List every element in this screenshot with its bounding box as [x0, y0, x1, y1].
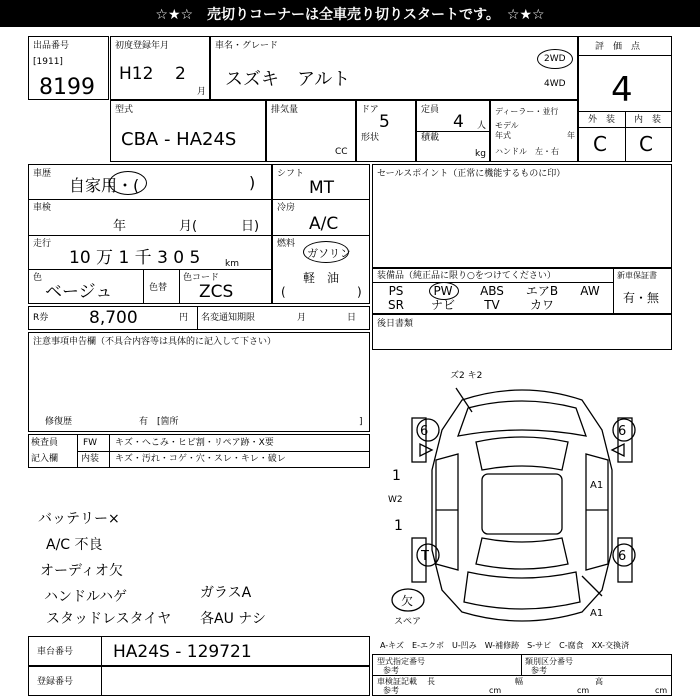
equip-aw: AW — [580, 284, 600, 298]
history-value: 自家用・( — [69, 176, 140, 195]
category-label: 類別区分番号 — [525, 657, 573, 666]
inspection-day: 日) — [241, 219, 260, 234]
cooling-value: A/C — [309, 214, 339, 234]
doors-label: ドア — [361, 105, 379, 115]
diagram-mark-6-fr: 6 — [618, 424, 627, 439]
recycle-unit: 円 — [179, 313, 189, 323]
fuel-value: ガソリン — [307, 247, 351, 260]
diagram-mark-left2: W2 — [388, 495, 403, 505]
dealer-line4: ハンドル 左・右 — [495, 147, 559, 156]
equip-sr: SR — [388, 298, 404, 312]
equip-navi: ナビ — [430, 298, 455, 312]
cooling-label: 冷房 — [277, 203, 296, 213]
color-value: ベージュ — [45, 282, 113, 302]
equip-tv: TV — [484, 298, 500, 312]
remark-4: ハンドルハゲ — [44, 589, 128, 605]
type-designation-ref: 参考 — [383, 666, 399, 675]
history-close: ) — [249, 173, 256, 192]
inspector-label2: 記入欄 — [31, 454, 59, 464]
shift-value: MT — [309, 178, 335, 198]
score-box — [578, 36, 672, 162]
equip-pw: PW — [433, 284, 453, 298]
registration-box — [28, 666, 370, 696]
diagram-mark-a1b: A1 — [590, 608, 604, 619]
history-block — [28, 164, 272, 304]
color-code-label: 色コード — [183, 273, 220, 283]
first-reg-label: 初度登録年月 — [115, 41, 170, 51]
capacity-box — [416, 100, 490, 162]
shape-label: 形状 — [361, 133, 380, 143]
diagram-mark-t: T — [421, 549, 429, 564]
sales-point-box — [372, 164, 672, 268]
color-label: 色 — [33, 273, 43, 283]
shift-block — [272, 164, 370, 304]
equip-abs: ABS — [480, 284, 504, 298]
drive-2wd: 2WD — [544, 54, 566, 64]
registration-label: 登録番号 — [37, 677, 74, 687]
mileage-label: 走行 — [33, 239, 52, 249]
equip-ps: PS — [388, 284, 404, 298]
capacity-unit: 人 — [477, 121, 487, 131]
model-value: CBA - HA24S — [121, 129, 237, 150]
dealer-line1: ディーラー・並行 — [495, 107, 559, 116]
load-unit: kg — [475, 149, 486, 159]
first-reg-month: 2 — [175, 64, 186, 84]
length-unit: cm — [489, 686, 502, 695]
car-diagram — [372, 350, 672, 635]
banner: ☆★☆ 売切りコーナーは全車売り切りスタートです。 ☆★☆ — [0, 0, 700, 27]
first-reg-box — [110, 36, 210, 100]
repair-close: ] — [359, 417, 363, 427]
score-value: 4 — [611, 70, 633, 110]
repair-label: 修復歴 — [45, 417, 73, 427]
new-car-value: 有・無 — [623, 291, 660, 305]
model-box — [110, 100, 266, 162]
model-label: 型式 — [115, 105, 134, 115]
car-name-value: スズキ アルト — [225, 69, 351, 90]
diagram-mark-top: ズ2 キ2 — [450, 371, 483, 381]
notes-label: 注意事項申告欄（不具合内容等は具体的に記入して下さい） — [33, 337, 277, 347]
cert-label: 車検証記載 — [377, 677, 417, 686]
diagram-mark-spare: 欠 — [401, 594, 414, 608]
fuel-label: 燃料 — [277, 239, 296, 249]
chassis-value: HA24S - 129721 — [113, 642, 252, 662]
load-label: 積載 — [421, 133, 440, 143]
displacement-unit: CC — [335, 147, 348, 157]
bottom-right-box — [372, 654, 672, 696]
mileage-value: 10 万 1 千 3 0 5 — [69, 248, 201, 268]
car-name-box — [210, 36, 578, 100]
inspection-month: 月( — [179, 219, 198, 234]
new-car-label: 新車保証書 — [617, 271, 657, 280]
remark-1: バッテリー× — [38, 511, 120, 527]
remark-3: オーディオ欠 — [40, 563, 123, 579]
mileage-unit: km — [225, 259, 239, 269]
equip-airbag: エアB — [525, 284, 559, 298]
remark-5: スタッドレスタイヤ — [46, 611, 172, 627]
equipment-box — [372, 268, 672, 314]
category-ref: 参考 — [531, 666, 547, 675]
first-reg-year: H12 — [119, 64, 154, 84]
width-unit: cm — [577, 686, 590, 695]
meikyou-month: 月 — [297, 313, 307, 323]
dealer-line3-unit: 年 — [567, 131, 575, 140]
ext-label: 外 装 — [588, 115, 616, 125]
doors-value: 5 — [379, 112, 390, 132]
diagram-mark-left1: 1 — [392, 468, 401, 484]
fuel-alt: 軽 油 — [303, 271, 340, 285]
diagram-mark-6-rr: 6 — [618, 549, 627, 564]
remark-right-2: 各AU ナシ — [200, 611, 266, 627]
lot-bracket: [1911] — [33, 57, 63, 67]
fuel-paren-close: ) — [357, 285, 362, 299]
remark-2: A/C 不良 — [46, 537, 103, 553]
ext-score: C — [593, 132, 607, 156]
inspection-year: 年 — [113, 219, 127, 234]
remark-right-1: ガラスA — [200, 585, 252, 601]
equipment-label: 装備品（純正品に限り○をつけてください） — [377, 271, 556, 281]
length-label: 長 — [427, 677, 435, 686]
displacement-label: 排気量 — [271, 105, 299, 115]
fuel-paren-open: ( — [281, 285, 286, 299]
doors-box — [356, 100, 416, 162]
car-name-label: 車名・グレード — [215, 41, 279, 51]
sales-point-label: セールスポイント（正常に機能するものに印） — [377, 169, 566, 179]
chassis-box — [28, 636, 370, 666]
capacity-value: 4 — [453, 112, 464, 132]
recycle-box — [28, 306, 370, 330]
equip-leather: カワ — [529, 298, 554, 312]
inspector-label1: 検査員 — [31, 438, 59, 448]
shift-label: シフト — [277, 169, 305, 179]
type-designation-label: 型式指定番号 — [377, 657, 425, 666]
repair-value: 有 [箇所 — [139, 417, 179, 427]
recycle-value: 8,700 — [89, 308, 138, 328]
first-reg-month-unit: 月 — [197, 87, 207, 97]
lot-label: 出品番号 — [33, 41, 70, 51]
lot-number-box — [28, 36, 109, 100]
damage-legend: A-キズ E-エクボ U-凹み W-補修跡 S-サビ C-腐食 XX-交換済 — [380, 641, 630, 650]
chassis-label: 車台番号 — [37, 647, 74, 657]
diagram-mark-left3: 1 — [394, 518, 403, 534]
displacement-box — [266, 100, 356, 162]
later-docs-box — [372, 314, 672, 350]
diagram-mark-6-fl: 6 — [420, 424, 429, 439]
capacity-label: 定員 — [421, 105, 440, 115]
inspection-label: 車検 — [33, 203, 52, 213]
notes-box — [28, 332, 370, 432]
color-code: ZCS — [199, 282, 234, 302]
score-label: 評 価 点 — [595, 42, 641, 52]
width-label: 幅 — [515, 677, 523, 686]
inspector-fw-items: キズ・へこみ・ヒビ割・リペア跡・X要 — [115, 438, 274, 448]
color-change-label: 色替 — [149, 283, 168, 293]
history-circle — [109, 171, 147, 195]
dealer-box — [490, 100, 578, 162]
dealer-line3: 年式 — [495, 131, 511, 140]
diagram-mark-a1: A1 — [590, 480, 604, 491]
diagram-spare-label: スペア — [394, 617, 422, 627]
inspector-int-items: キズ・汚れ・コゲ・穴・スレ・キレ・破レ — [115, 454, 286, 464]
inspector-fw-label: FW — [83, 438, 98, 448]
later-docs-label: 後日書類 — [377, 319, 414, 329]
drive-4wd: 4WD — [544, 79, 566, 89]
meikyou-day: 日 — [347, 313, 357, 323]
height-unit: cm — [655, 686, 668, 695]
lot-number: 8199 — [39, 75, 95, 100]
history-label: 車歴 — [33, 169, 52, 179]
dealer-line2: モデル — [495, 121, 519, 130]
int-label: 内 装 — [634, 115, 662, 125]
cert-ref: 参考 — [383, 686, 399, 695]
int-score: C — [639, 132, 653, 156]
inspector-box — [28, 434, 370, 468]
recycle-label: R券 — [33, 313, 49, 323]
height-label: 高 — [595, 677, 603, 686]
meikyou-label: 名変通知期限 — [201, 313, 256, 323]
inspector-int-label: 内装 — [81, 454, 100, 464]
